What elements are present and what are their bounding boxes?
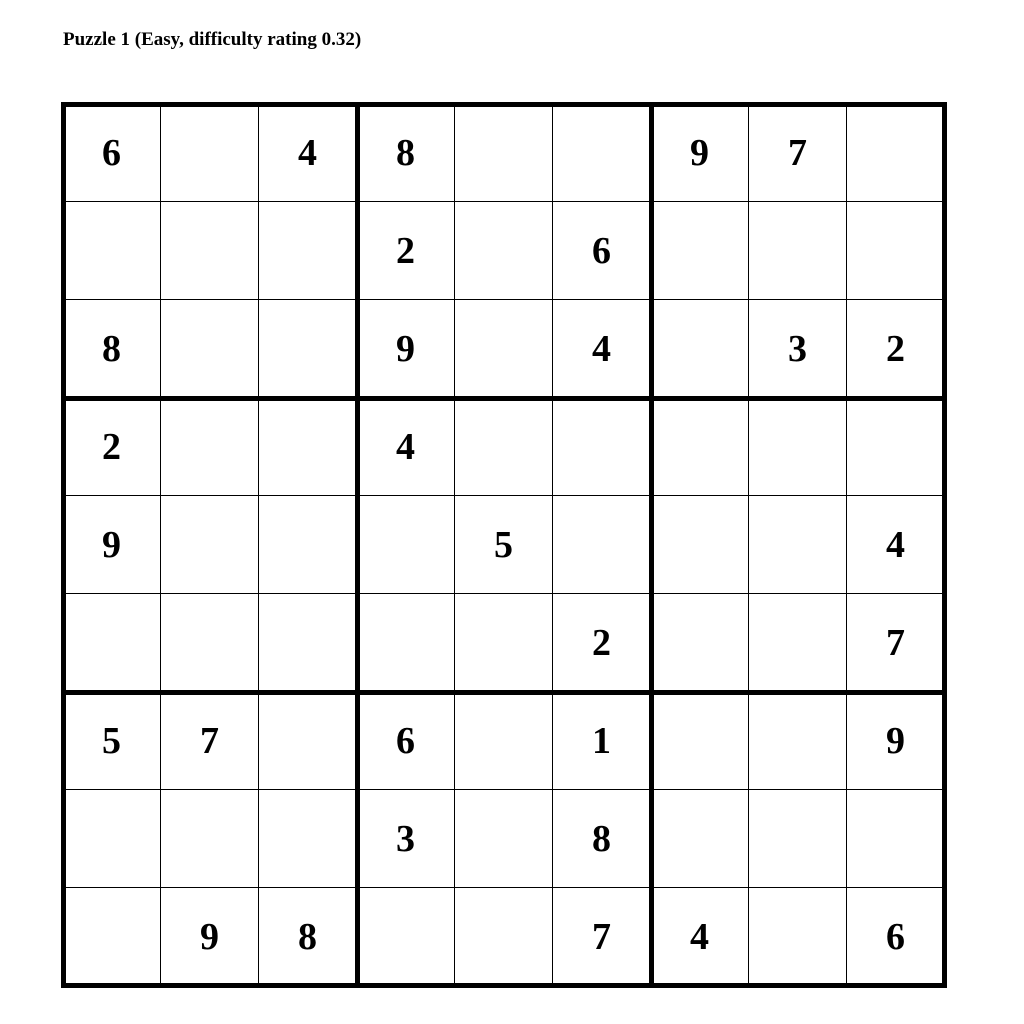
cell-r7-c9[interactable]: 9 [847,692,945,790]
cell-r9-c5[interactable] [455,888,553,986]
cell-r5-c1[interactable]: 9 [63,496,161,594]
cell-r2-c2[interactable] [161,202,259,300]
cell-r7-c2[interactable]: 7 [161,692,259,790]
cell-r2-c1[interactable] [63,202,161,300]
cell-r6-c2[interactable] [161,594,259,692]
cell-r1-c2[interactable] [161,104,259,202]
cell-r8-c8[interactable] [749,790,847,888]
cell-r3-c3[interactable] [259,300,357,398]
cell-r4-c2[interactable] [161,398,259,496]
cell-r5-c2[interactable] [161,496,259,594]
cell-r5-c6[interactable] [553,496,651,594]
cell-r2-c6[interactable]: 6 [553,202,651,300]
cell-r2-c4[interactable]: 2 [357,202,455,300]
cell-r9-c4[interactable] [357,888,455,986]
cell-r4-c9[interactable] [847,398,945,496]
cell-r9-c9[interactable]: 6 [847,888,945,986]
cell-r1-c7[interactable]: 9 [651,104,749,202]
cell-r8-c7[interactable] [651,790,749,888]
cell-r2-c7[interactable] [651,202,749,300]
cell-r8-c3[interactable] [259,790,357,888]
cell-r4-c8[interactable] [749,398,847,496]
cell-r4-c4[interactable]: 4 [357,398,455,496]
cell-r3-c2[interactable] [161,300,259,398]
cell-r7-c5[interactable] [455,692,553,790]
cell-r7-c7[interactable] [651,692,749,790]
puzzle-title: Puzzle 1 (Easy, difficulty rating 0.32) [63,29,362,50]
cell-r3-c9[interactable]: 2 [847,300,945,398]
cell-r6-c9[interactable]: 7 [847,594,945,692]
cell-r9-c7[interactable]: 4 [651,888,749,986]
cell-r7-c3[interactable] [259,692,357,790]
cell-r1-c3[interactable]: 4 [259,104,357,202]
cell-r6-c6[interactable]: 2 [553,594,651,692]
cell-r8-c5[interactable] [455,790,553,888]
cell-r8-c4[interactable]: 3 [357,790,455,888]
cell-r8-c1[interactable] [63,790,161,888]
cell-r6-c8[interactable] [749,594,847,692]
cell-r8-c9[interactable] [847,790,945,888]
cell-r1-c6[interactable] [553,104,651,202]
cell-r3-c7[interactable] [651,300,749,398]
cell-r5-c4[interactable] [357,496,455,594]
cell-r9-c8[interactable] [749,888,847,986]
cell-r8-c6[interactable]: 8 [553,790,651,888]
cell-r6-c4[interactable] [357,594,455,692]
cell-r7-c8[interactable] [749,692,847,790]
cell-r1-c8[interactable]: 7 [749,104,847,202]
cell-r3-c6[interactable]: 4 [553,300,651,398]
cell-r2-c9[interactable] [847,202,945,300]
cell-r9-c3[interactable]: 8 [259,888,357,986]
cell-r5-c5[interactable]: 5 [455,496,553,594]
cell-r5-c3[interactable] [259,496,357,594]
cell-r7-c4[interactable]: 6 [357,692,455,790]
cell-r5-c8[interactable] [749,496,847,594]
cell-r1-c9[interactable] [847,104,945,202]
cell-r4-c3[interactable] [259,398,357,496]
cell-r1-c1[interactable]: 6 [63,104,161,202]
cell-r8-c2[interactable] [161,790,259,888]
cell-r1-c5[interactable] [455,104,553,202]
cell-r5-c7[interactable] [651,496,749,594]
cell-r4-c6[interactable] [553,398,651,496]
cell-r7-c1[interactable]: 5 [63,692,161,790]
cell-r2-c8[interactable] [749,202,847,300]
cell-r1-c4[interactable]: 8 [357,104,455,202]
cell-r6-c1[interactable] [63,594,161,692]
cell-r5-c9[interactable]: 4 [847,496,945,594]
cell-r6-c3[interactable] [259,594,357,692]
cell-r4-c1[interactable]: 2 [63,398,161,496]
cell-r3-c4[interactable]: 9 [357,300,455,398]
cell-r9-c2[interactable]: 9 [161,888,259,986]
cell-r9-c1[interactable] [63,888,161,986]
cell-r2-c3[interactable] [259,202,357,300]
sudoku-board [63,104,945,986]
cell-r4-c7[interactable] [651,398,749,496]
cell-r3-c1[interactable]: 8 [63,300,161,398]
cell-r2-c5[interactable] [455,202,553,300]
cell-r3-c5[interactable] [455,300,553,398]
cell-r3-c8[interactable]: 3 [749,300,847,398]
cell-r7-c6[interactable]: 1 [553,692,651,790]
cell-r9-c6[interactable]: 7 [553,888,651,986]
cell-r6-c5[interactable] [455,594,553,692]
cell-r4-c5[interactable] [455,398,553,496]
cell-r6-c7[interactable] [651,594,749,692]
